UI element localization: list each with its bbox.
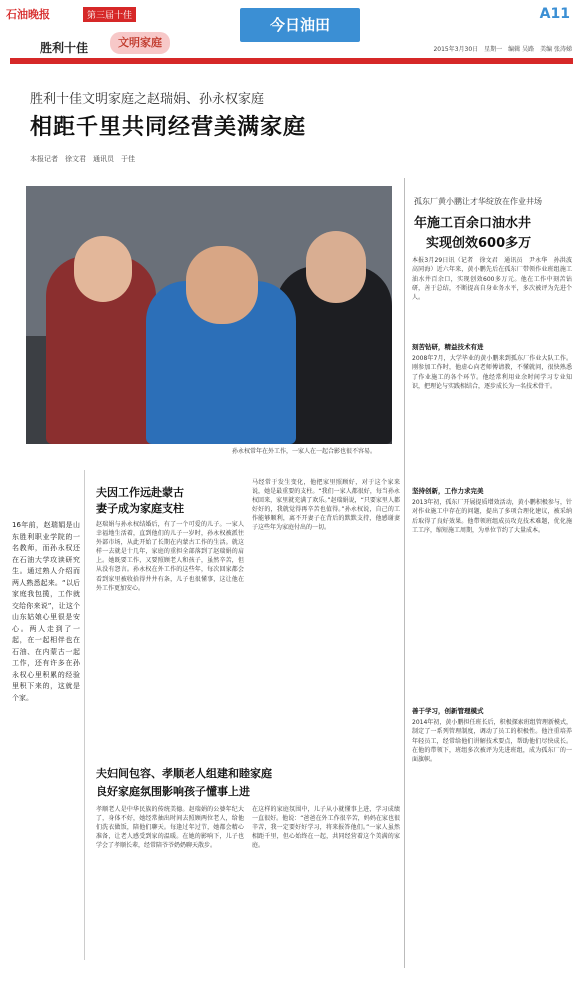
sidebar-intro: 本报3月29日讯（记者 徐文君 通讯员 尹永华 孙洪波 高同海）近六年来，黄小鹏先后在孤东厂带领作业班组施工油水井百余口，实现创效600多万元。他在工作中刻苦钻研，善于总结，不断提高自身业务水平，多次被评为先进个人。 — [412, 257, 579, 302]
article-kicker: 胜利十佳文明家庭之赵瑞娟、孙永权家庭 — [30, 92, 265, 107]
article-byline: 本报记者 徐文君 通讯员 于佳 — [30, 155, 135, 163]
sidebar-subhead-c: 善于学习，创新管理模式 — [412, 707, 484, 715]
article-subhead-4: 良好家庭氛围影响孩子懂事上进 — [96, 785, 250, 798]
sidebar-title-line1: 年施工百余口油水井 — [414, 216, 532, 231]
article-subhead-1: 夫因工作远赴蒙古 — [96, 486, 184, 499]
dateline: 2015年3月30日 星期一 编辑 吴路 美编 张涛娣 — [433, 46, 572, 53]
newspaper-logo: 石油晚报 — [6, 8, 50, 21]
article-body-col-3: 孝顺老人是中华民族的传统美德。赵瑞娟的公婆年纪大了，身体不好，她经常抽出时间去照顾两位老人，给他们洗衣做饭，陪他们聊天。每逢过年过节，她都会精心准备，让老人感受到家的温暖。在她的影响下，儿子也学会了孝顺长辈，经常陪爷爷奶奶聊天散步。 — [96, 806, 244, 850]
sidebar-para-c: 2014年初，黄小鹏担任班长后，积极探索班组管理新模式，制定了一系列管理制度，调动了员工的积极性。他注重培养年轻员工，经常给他们讲解技术要点，帮助他们尽快成长。在他的带领下，班组多次被评为先进班组，成为孤东厂的一面旗帜。 — [412, 719, 572, 764]
photo-caption: 孙永权常年在外工作，一家人在一起合影也很不容易。 — [232, 448, 377, 455]
article-body-col-2: 马经常于发生变化，他把家里照顾好，对于这个家来说，她是最重要的支柱。“我们一家人都很好，每当孙永权回来，家里就充满了欢乐。”赵瑞娟说，“只要家里人都好好的，我就觉得再辛苦也值得。”孙永权说，自己的工作能够顺利，离不开妻子在背后的默默支持，他感谢妻子这些年为家庭付出的一切。 — [252, 479, 400, 532]
series-tag: 第三届十佳 — [83, 7, 136, 22]
sidebar-para-a: 2008年7月，大学毕业的黄小鹏来到孤东厂作业大队工作。刚参加工作时，他虚心向老师傅请教，不懂就问，很快熟悉了作业施工的各个环节。他经常利用业余时间学习专业知识，把理论与实践相结合，逐步成长为一名技术骨干。 — [412, 355, 572, 390]
section-banner: 今日油田 — [240, 8, 360, 42]
sidebar-para-b: 2013年初，孤东厂开展提质增效活动，黄小鹏积极参与，针对作业施工中存在的问题，提出了多项合理化建议，被采纳后取得了良好效果。他带领班组成员攻克技术难题，优化施工工序，缩短施工周期，为单位节约了大量成本。 — [412, 499, 572, 534]
photo-mother-head — [74, 236, 132, 302]
series-title: 胜利十佳 — [40, 41, 89, 55]
left-column-divider — [84, 470, 85, 960]
sidebar-subhead-a: 刻苦钻研，精益技术有进 — [412, 343, 484, 351]
article-body-col-4: 在这样的家庭氛围中，儿子从小就懂事上进，学习成绩一直很好。他说：“爸爸在外工作很辛苦，妈妈在家也很辛苦，我一定要好好学习，将来报答他们。”一家人虽然相距千里，但心始终在一起，共同经营着这个美满的家庭。 — [252, 806, 400, 850]
article-subhead-3: 夫妇间包容、孝顺老人组建和睦家庭 — [96, 767, 272, 780]
article-intro-column: 16年前，赵瑞娟是山东胜利职业学院的一名教师，而孙永权还在石油大学攻读研究生。通过熟人介绍而两人熟悉起来。“以后家庭我包揽，工作就交给你来说”，让这个山东姑娘心里很是安心。两人走到了一起，在一起相伴也在石油、在内蒙古一起工作，还有许多在孙永权心里积累的经验里积下来的，这就是个家。 — [12, 521, 80, 702]
sidebar-title-line2: 实现创效600多万 — [426, 236, 532, 251]
page-number: A11 — [539, 6, 570, 22]
photo-father-head — [306, 231, 366, 303]
article-headline: 相距千里共同经营美满家庭 — [30, 115, 307, 140]
series-ornament: 文明家庭 — [110, 32, 170, 54]
family-photo — [26, 186, 392, 444]
sidebar-kicker: 孤东厂黄小鹏让才华绽放在作业井场 — [414, 197, 542, 206]
article-subhead-2: 妻子成为家庭支柱 — [96, 502, 184, 515]
top-rule-bar — [10, 58, 573, 64]
sidebar-subhead-b: 坚持创新，工作力求完美 — [412, 487, 484, 495]
article-body-col-1: 赵瑞娟与孙永权结婚后，有了一个可爱的儿子。一家人幸福地生活着，直到他们的儿子一岁时，孙永权被派往外部市场，从此开始了长期在内蒙古工作的生活。就这样一去就是十几年，家庭的重担全部落到了赵瑞娟的肩上。她既要工作，又要照顾老人和孩子，虽然辛苦，但从没有怨言。孙永权在外工作的这些年，每次回家都会看到家里被收拾得井井有条，儿子也很懂事，这让他在外工作更加安心。 — [96, 521, 244, 592]
masthead — [0, 0, 580, 56]
column-divider — [404, 178, 405, 968]
photo-son-head — [186, 246, 258, 324]
